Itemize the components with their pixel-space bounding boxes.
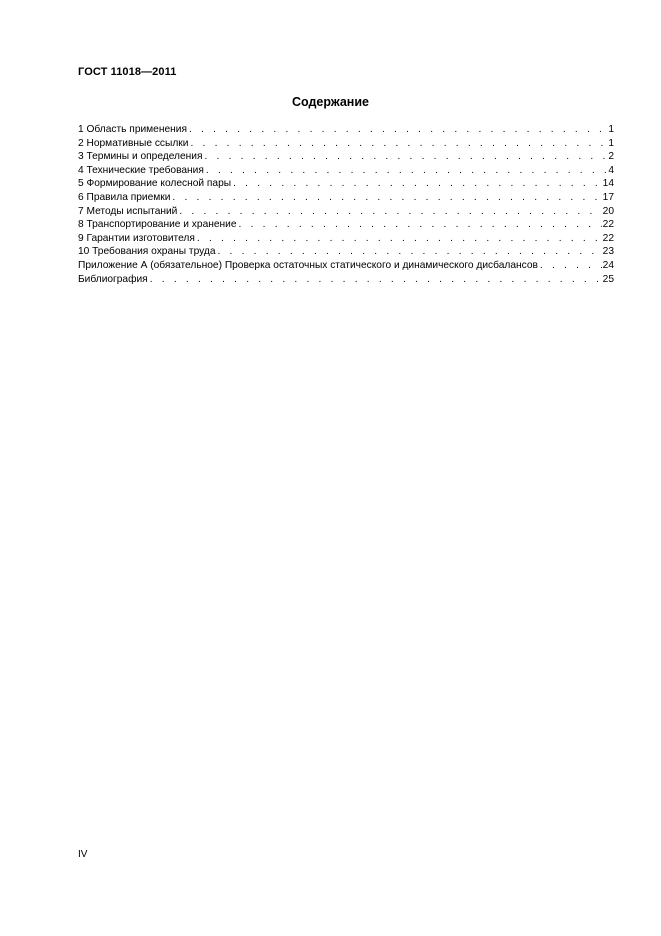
toc-item-label: 7 Методы испытаний — [78, 205, 178, 217]
toc-item — [78, 150, 614, 164]
toc-item — [78, 137, 614, 151]
toc-item — [78, 177, 614, 191]
toc-item-label: 9 Гарантии изготовителя — [78, 232, 195, 244]
toc-item-label: 5 Формирование колесной пары — [78, 178, 232, 190]
toc-item — [78, 218, 614, 232]
toc-item — [78, 259, 614, 273]
toc-leader — [218, 245, 602, 259]
toc-item-label: 8 Транспортирование и хранение — [78, 219, 237, 231]
toc-item-label: 3 Термины и определения — [78, 151, 203, 163]
toc-item-label: 6 Правила приемки — [78, 191, 171, 203]
toc-leader — [172, 191, 601, 205]
toc-leader — [150, 273, 602, 287]
toc-leader — [540, 259, 602, 273]
page-number: IV — [78, 849, 88, 860]
toc-leader — [190, 137, 607, 151]
toc-item-label: 4 Технические требования — [78, 164, 204, 176]
toc-title: Содержание — [291, 95, 369, 109]
toc-item-page: 17 — [602, 191, 614, 203]
toc-item-page: 22 — [602, 219, 614, 231]
toc-item-page: 24 — [602, 259, 614, 271]
toc-item-label: Приложение А (обязательное) Проверка остаточных статического и динамического дисбалансов — [78, 259, 538, 271]
toc-item — [78, 123, 614, 137]
toc-item-page: 4 — [608, 164, 614, 176]
toc-leader — [189, 123, 607, 137]
toc-item-page: 14 — [602, 178, 614, 190]
toc-item-label: Библиография — [78, 273, 148, 285]
toc-leader — [179, 205, 601, 219]
document-code: ГОСТ 11018—2011 — [78, 66, 177, 78]
toc-leader — [206, 164, 607, 178]
toc-item-page: 1 — [608, 124, 614, 135]
toc-item — [78, 205, 614, 219]
toc-item-label: 10 Требования охраны труда — [78, 246, 216, 258]
toc-item — [78, 232, 614, 246]
toc-leader — [204, 150, 607, 164]
toc-item-page: 20 — [602, 205, 614, 217]
toc-item-page: 22 — [602, 232, 614, 244]
toc-item-label: 1 Область применения — [78, 124, 187, 135]
toc-item — [78, 273, 614, 287]
table-of-contents — [78, 123, 614, 286]
toc-item — [78, 164, 614, 178]
toc-leader — [233, 177, 602, 191]
toc-leader — [239, 218, 602, 232]
toc-item-page: 2 — [608, 151, 614, 163]
toc-leader — [197, 232, 602, 246]
toc-item-label: 2 Нормативные ссылки — [78, 137, 189, 149]
toc-item-page: 23 — [602, 246, 614, 258]
toc-item-page: 1 — [608, 137, 614, 149]
toc-item — [78, 245, 614, 259]
toc-item — [78, 191, 614, 205]
toc-item-page: 25 — [602, 273, 614, 285]
